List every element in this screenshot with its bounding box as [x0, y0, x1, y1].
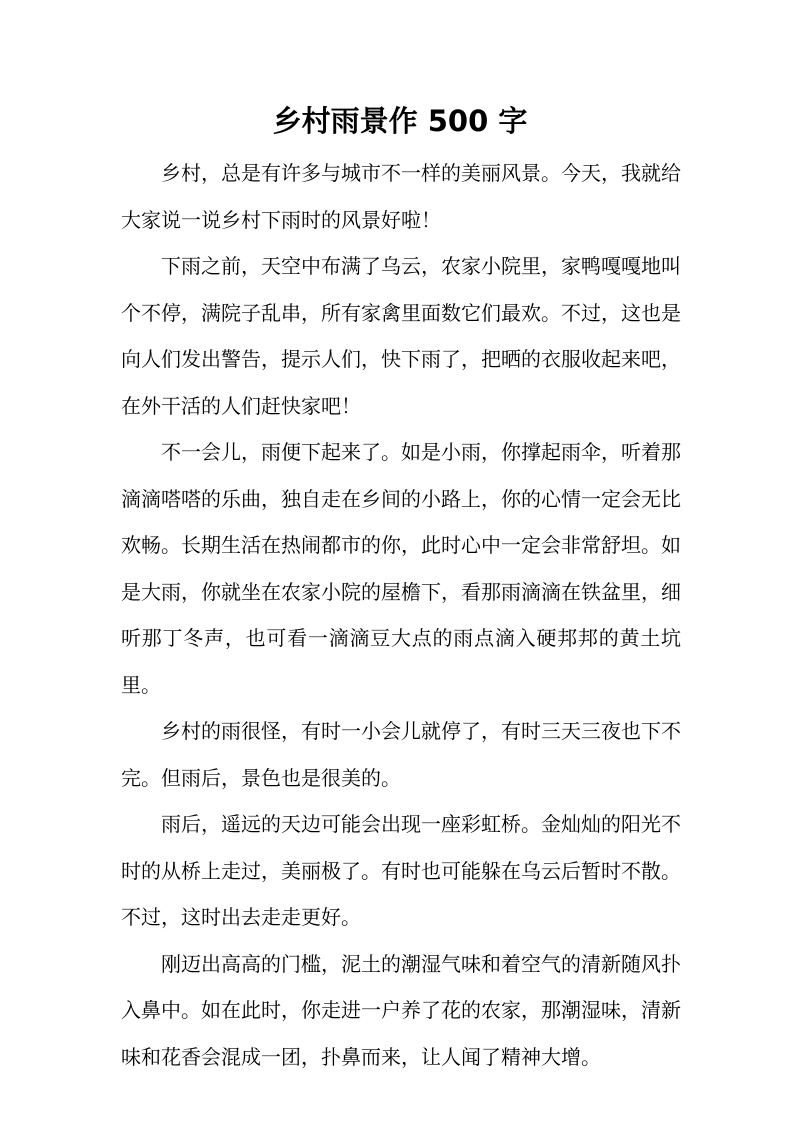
paragraph-2: 下雨之前，天空中布满了乌云，农家小院里，家鸭嘎嘎地叫个不停，满院子乱串，所有家禽里面数它们最欢。不过，这也是向人们发出警告，提示人们，快下雨了，把晒的衣服收起来吧，在外干活的人们赶快家吧！ [121, 254, 681, 418]
paragraph-1: 乡村，总是有许多与城市不一样的美丽风景。今天，我就给大家说一说乡村下雨时的风景好啦！ [121, 161, 681, 232]
paragraph-3: 不一会儿，雨便下起来了。如是小雨，你撑起雨伞，听着那滴滴嗒嗒的乐曲，独自走在乡间的小路上，你的心情一定会无比欢畅。长期生活在热闹都市的你，此时心中一定会非常舒坦。如是大雨，你就坐在农家小院的屋檐下，看那雨滴滴在铁盆里，细听那丁冬声，也可看一滴滴豆大点的雨点滴入硬邦邦的黄土坑里。 [121, 440, 681, 697]
document-body [121, 150, 681, 1080]
paragraph-5: 雨后，遥远的天边可能会出现一座彩虹桥。金灿灿的阳光不时的从桥上走过，美丽极了。有时也可能躲在乌云后暂时不散。不过，这时出去走走更好。 [121, 812, 681, 929]
paragraph-6: 刚迈出高高的门槛，泥土的潮湿气味和着空气的清新随风扑入鼻中。如在此时，你走进一户养了花的农家，那潮湿味，清新味和花香会混成一团，扑鼻而来，让人闻了精神大增。 [121, 951, 681, 1069]
paragraph-4: 乡村的雨很怪，有时一小会儿就停了，有时三天三夜也下不完。但雨后，景色也是很美的。 [121, 719, 681, 790]
document-title: 乡村雨景作 500 字 [272, 104, 528, 138]
